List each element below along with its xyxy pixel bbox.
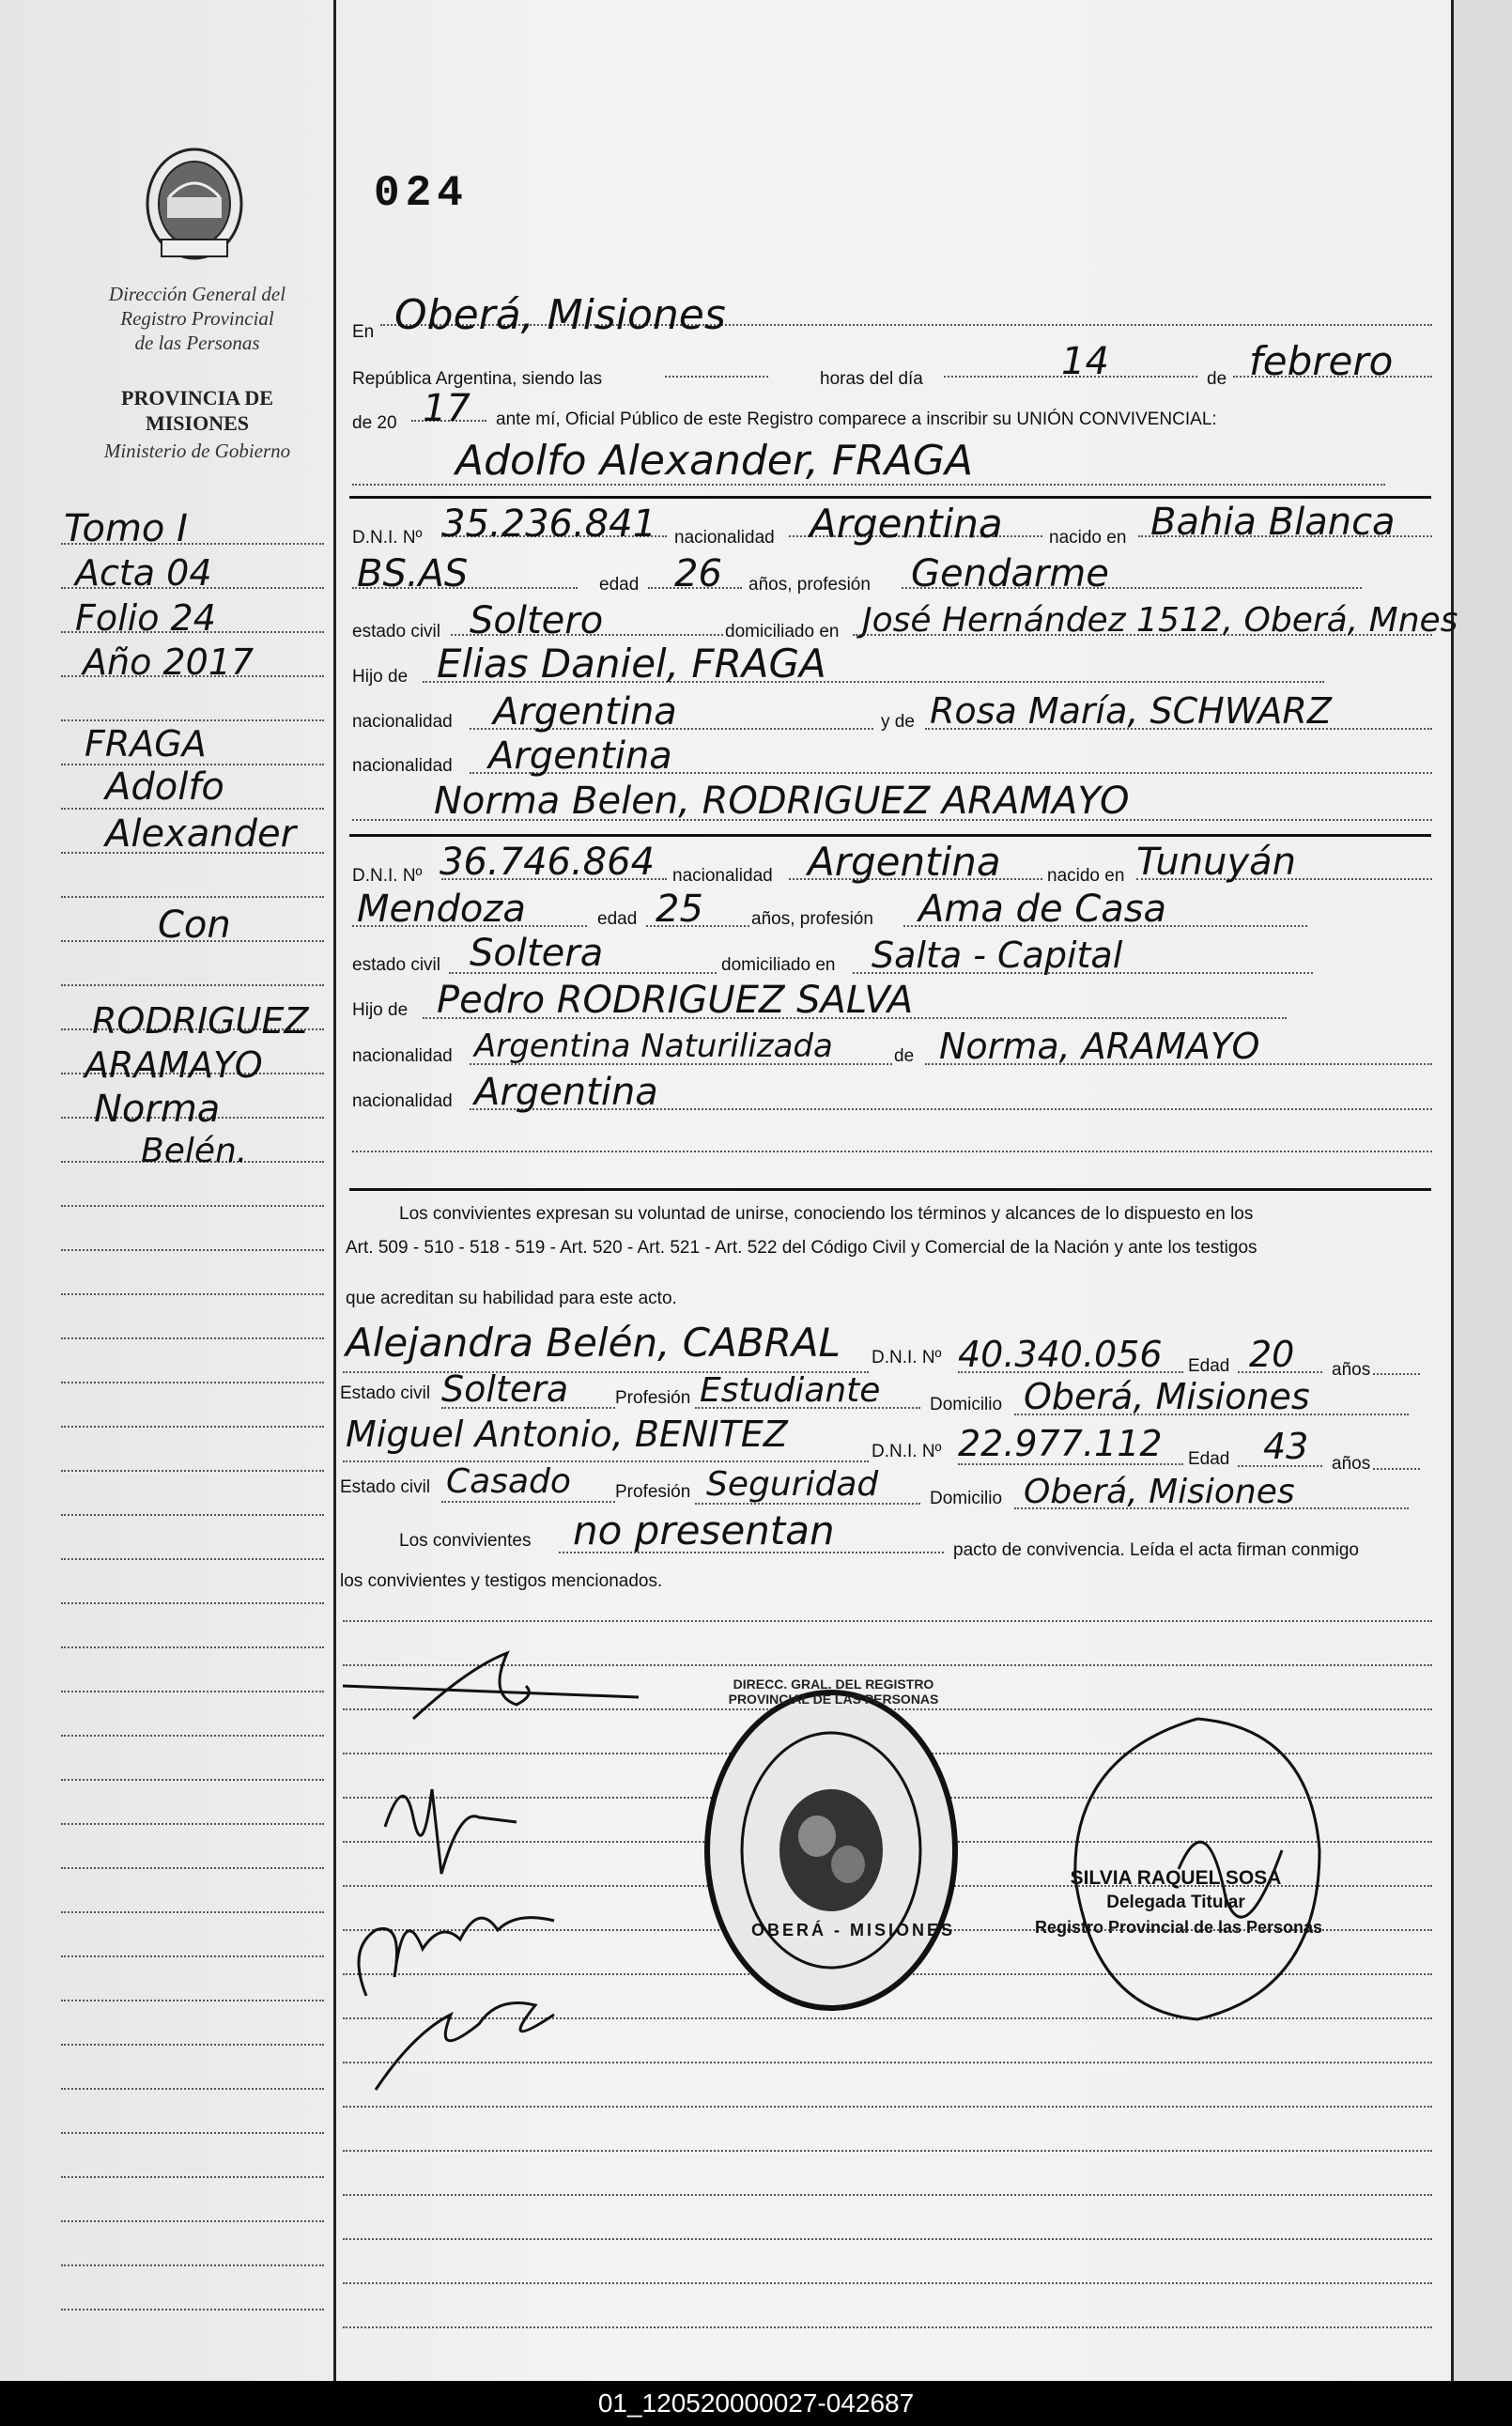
stamp-round-text: DIRECC. GRAL. DEL REGISTRO PROVINCIAL DE LAS PERSONAS — [728, 1677, 939, 1707]
margin-anio: Año 2017 — [83, 641, 255, 683]
margin-con: Con — [158, 904, 231, 947]
label-republica: República Argentina, siendo las — [352, 369, 603, 389]
final-text: los convivientes y testigos mencionados. — [340, 1571, 663, 1591]
label-nac-p1-padre: nacionalidad — [352, 712, 453, 732]
label-hijo-2: Hijo de — [352, 1000, 409, 1020]
label-horas: horas del día — [820, 369, 923, 389]
w2-name: Miguel Antonio, BENITEZ — [346, 1414, 788, 1455]
margin-folio: Folio 24 — [75, 597, 216, 639]
para-line2: Art. 509 - 510 - 518 - 519 - Art. 520 - Art. 521 - Art. 522 del Código Civil y Comercial de la Nación y ante los testigos — [346, 1238, 1257, 1258]
signature-4-icon — [376, 2003, 554, 2091]
label-domic-2: domiciliado en — [721, 955, 836, 975]
label-nac-p2-padre: nacionalidad — [352, 1046, 453, 1066]
page-number: 024 — [374, 169, 469, 218]
p1-prof: Gendarme — [911, 552, 1109, 595]
label-y-de-1: y de — [881, 712, 915, 732]
officer-office: Registro Provincial de las Personas — [1034, 1918, 1323, 1937]
label-estado-w1: Estado civil — [340, 1383, 431, 1403]
signature-1-icon — [343, 1653, 639, 1719]
label-dni-w1: D.N.I. Nº — [872, 1348, 942, 1368]
w1-estado: Soltera — [441, 1368, 569, 1410]
signatures-group — [338, 1639, 648, 2109]
p1-estado: Soltero — [470, 599, 604, 642]
para-line1: Los convivientes expresan su voluntad de unirse, conociendo los términos y alcances de lo dispuesto en los — [399, 1204, 1254, 1224]
signature-3-icon — [359, 1918, 554, 1996]
margin-name4: RODRIGUEZ — [92, 1000, 309, 1042]
header-text: Dirección General del Registro Provincial de las Personas — [108, 283, 286, 354]
p1-madre: Rosa María, SCHWARZ — [930, 690, 1332, 732]
label-edad-w2: Edad — [1188, 1449, 1230, 1469]
value-mes: febrero — [1249, 338, 1394, 384]
label-domicilio-w1: Domicilio — [930, 1395, 1003, 1414]
pacto-value: no presentan — [573, 1507, 835, 1553]
registry-stamp-icon — [700, 1686, 963, 2015]
p1-nacido: Bahia Blanca — [1150, 501, 1396, 544]
label-de: de — [1207, 369, 1227, 389]
w2-dni: 22.977.112 — [958, 1423, 1163, 1464]
label-de-2: de — [894, 1046, 915, 1066]
margin-tomo: Tomo I — [64, 507, 188, 550]
label-nac-2: nacionalidad — [672, 866, 773, 886]
margin-rule — [333, 0, 336, 2381]
p2-padre: Pedro RODRIGUEZ SALVA — [437, 979, 914, 1022]
p1-nac: Argentina — [810, 501, 1003, 547]
margin-name6: Norma — [94, 1088, 221, 1131]
label-dni-1: D.N.I. Nº — [352, 528, 423, 548]
p2-estado: Soltera — [470, 932, 604, 975]
label-estado-w2: Estado civil — [340, 1477, 431, 1497]
label-anios-w2: años — [1332, 1454, 1371, 1474]
label-edad-2: edad — [597, 909, 638, 929]
p2-madre: Norma, ARAMAYO — [939, 1026, 1260, 1067]
p1-padre-nac: Argentina — [493, 690, 677, 734]
p2-name: Norma Belen, RODRIGUEZ ARAMAYO — [434, 780, 1130, 823]
w2-domic: Oberá, Misiones — [1024, 1473, 1295, 1511]
margin-name2: Adolfo — [105, 765, 224, 809]
p2-padre-nac: Argentina Naturilizada — [474, 1028, 833, 1065]
w1-prof: Estudiante — [700, 1371, 881, 1410]
label-anios-w1: años — [1332, 1360, 1371, 1380]
label-ante-mi: ante mí, Oficial Público de este Registro comparece a inscribir su UNIÓN CONVIVENCIAL: — [496, 409, 1217, 429]
footer-id: 01_120520000027-042687 — [0, 2381, 1512, 2426]
label-anios-prof-2: años, profesión — [751, 909, 873, 929]
w1-edad: 20 — [1249, 1334, 1295, 1375]
p2-edad: 25 — [656, 888, 703, 931]
p1-edad: 26 — [674, 552, 722, 595]
p2-madre-nac: Argentina — [474, 1071, 658, 1114]
w2-edad: 43 — [1263, 1426, 1309, 1467]
stamp-inner-text: OBERÁ - MISIONES — [751, 1921, 956, 1939]
w1-domic: Oberá, Misiones — [1024, 1376, 1310, 1417]
p1-nacido2: BS.AS — [357, 552, 469, 595]
p2-domic: Salta - Capital — [872, 935, 1123, 976]
label-dni-w2: D.N.I. Nº — [872, 1442, 942, 1461]
p1-domic: José Hernández 1512, Oberá, Mnes — [862, 601, 1458, 640]
w2-prof: Seguridad — [706, 1465, 879, 1504]
value-anio: 17 — [423, 387, 471, 430]
officer-name: SILVIA RAQUEL SOSA — [1070, 1867, 1282, 1889]
margin-acta: Acta 04 — [75, 552, 212, 594]
label-prof-w1: Profesión — [615, 1388, 691, 1408]
label-nac-1: nacionalidad — [674, 528, 775, 548]
p2-nac: Argentina — [808, 839, 1001, 885]
value-en: Oberá, Misiones — [394, 291, 726, 339]
province-name: PROVINCIA DE MISIONES — [121, 386, 273, 435]
p2-nacido: Tunuyán — [1136, 841, 1296, 884]
label-de20: de 20 — [352, 413, 397, 433]
label-convivientes: Los convivientes — [399, 1531, 532, 1551]
p2-prof: Ama de Casa — [918, 888, 1167, 931]
officer-title: Delegada Titular — [1106, 1893, 1245, 1912]
label-prof-w2: Profesión — [615, 1482, 691, 1502]
label-dni-2: D.N.I. Nº — [352, 866, 423, 886]
label-edad-w1: Edad — [1188, 1356, 1230, 1376]
margin-name3: Alexander — [105, 812, 297, 856]
p2-nacido2: Mendoza — [357, 888, 526, 931]
province-seal-icon — [141, 146, 249, 268]
margin-name1: FRAGA — [85, 723, 207, 765]
label-nacido-1: nacido en — [1049, 528, 1127, 548]
label-estado-2: estado civil — [352, 955, 440, 975]
pacto-text: pacto de convivencia. Leída el acta firman conmigo — [953, 1540, 1359, 1560]
label-edad-1: edad — [599, 575, 640, 595]
p2-dni: 36.746.864 — [440, 841, 656, 884]
ministry: Ministerio de Gobierno — [103, 440, 291, 462]
signature-2-icon — [385, 1789, 517, 1874]
right-border — [1451, 0, 1512, 2381]
para-line3: que acreditan su habilidad para este acto. — [346, 1289, 677, 1308]
label-en: En — [352, 322, 375, 342]
p1-madre-nac: Argentina — [488, 734, 672, 778]
label-domic-1: domiciliado en — [725, 622, 840, 641]
label-anios-prof-1: años, profesión — [748, 575, 871, 595]
w2-estado: Casado — [446, 1462, 571, 1501]
label-estado-1: estado civil — [352, 622, 440, 641]
label-nac-p2-madre: nacionalidad — [352, 1091, 453, 1111]
p1-dni: 35.236.841 — [441, 502, 657, 546]
label-nac-p1-madre: nacionalidad — [352, 756, 453, 776]
label-domicilio-w2: Domicilio — [930, 1489, 1003, 1508]
p1-name: Adolfo Alexander, FRAGA — [455, 437, 974, 485]
margin-name5: ARAMAYO — [85, 1044, 263, 1086]
value-dia: 14 — [1061, 340, 1109, 383]
w1-name: Alejandra Belén, CABRAL — [346, 1320, 841, 1366]
label-hijo-1: Hijo de — [352, 667, 409, 687]
margin-name7: Belén. — [141, 1132, 248, 1170]
label-nacido-2: nacido en — [1047, 866, 1125, 886]
w1-dni: 40.340.056 — [958, 1334, 1163, 1375]
p1-padre: Elias Daniel, FRAGA — [437, 641, 826, 687]
